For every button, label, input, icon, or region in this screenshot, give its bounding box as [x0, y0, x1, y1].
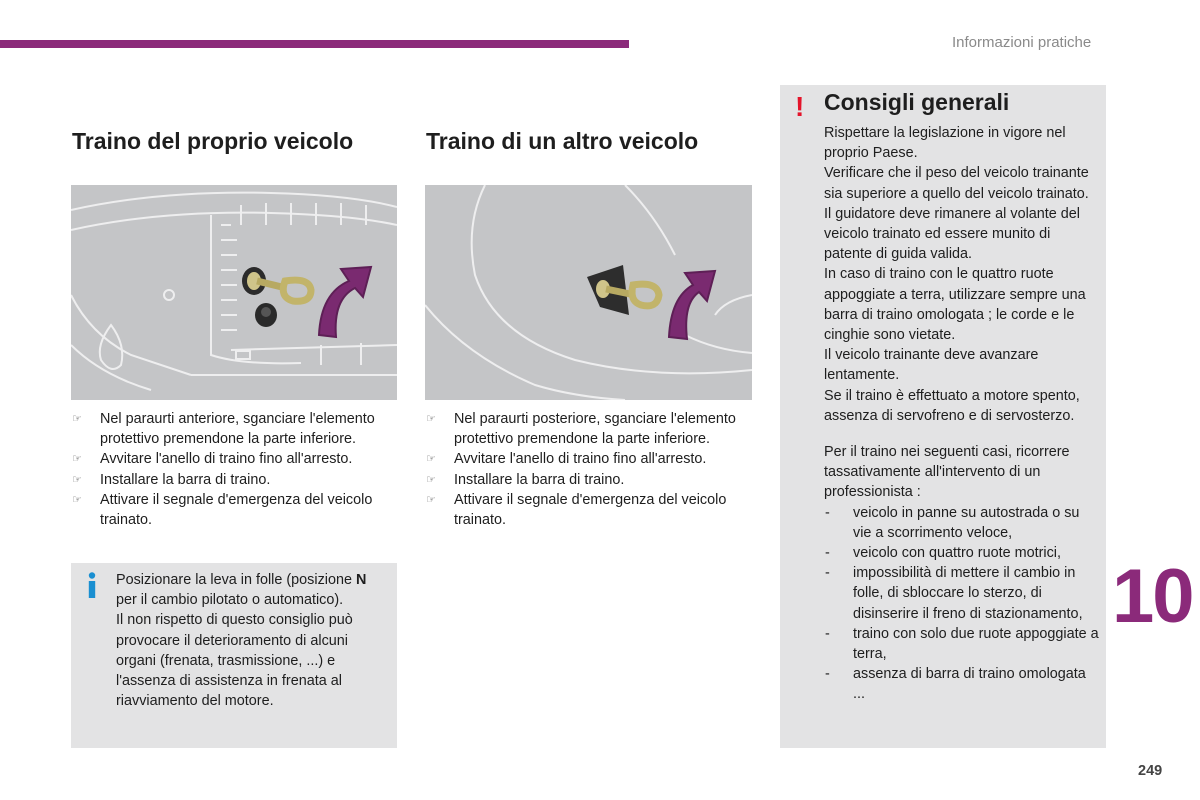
list-item: - impossibilità di mettere il cambio in folle, di sbloccare lo sterzo, di disinserire il freno di stazionamento,: [825, 565, 1083, 622]
advice-paragraph: Il guidatore deve rimanere al volante del veicolo trainato ed essere munito di patente di guida valida.: [824, 205, 1080, 263]
front-bumper-illustration: [71, 185, 397, 400]
professional-cases-list: [824, 503, 1100, 705]
pointing-hand-icon: ☞: [426, 413, 436, 425]
pointing-hand-icon: ☞: [72, 473, 82, 486]
list-item: ☞ Avvitare l'anello di traino fino all'arresto.: [426, 449, 752, 469]
front-towing-steps: [72, 409, 398, 530]
advice-paragraph: Se il traino è effettuato a motore spento, assenza di servofreno e di servosterzo.: [824, 387, 1080, 424]
rear-towing-steps: [426, 409, 752, 530]
chapter-color-bar: [0, 40, 629, 48]
exclamation-icon: !: [795, 91, 805, 122]
general-advice-title: Consigli generali: [824, 89, 1010, 115]
list-item: - assenza di barra di traino omologata ...: [825, 666, 1086, 703]
pointing-hand-icon: ☞: [72, 493, 82, 506]
list-item: - traino con solo due ruote appoggiate a terra,: [825, 625, 1099, 663]
list-item: ☞ Installare la barra di traino.: [426, 470, 752, 490]
pointing-hand-icon: ☞: [72, 453, 82, 466]
chapter-number: 10: [1112, 554, 1193, 639]
list-item: - veicolo con quattro ruote motrici,: [825, 545, 1061, 562]
advice-paragraph: Verificare che il peso del veicolo trainante sia superiore a quello del veicolo trainato.: [824, 165, 1089, 202]
front-towing-title: Traino del proprio veicolo: [72, 128, 354, 154]
rear-towing-title: Traino di un altro veicolo: [426, 128, 699, 154]
pointing-hand-icon: ☞: [426, 453, 436, 466]
professional-intro: Per il traino nei seguenti casi, ricorrere tassativamente all'intervento di un professionista :: [824, 444, 1070, 501]
list-item: ☞ Avvitare l'anello di traino fino all'arresto.: [72, 449, 398, 469]
info-note-text: Posizionare la leva in folle (posizione N per il cambio pilotato o automatico). Il non rispetto di questo consiglio può provocare il deterioramento di alcuni organi (frenata, trasmissione, ...) e l'assenza di assistenza in frenata al riavviamento del motore.: [116, 572, 367, 710]
pointing-hand-icon: ☞: [426, 493, 436, 506]
section-title: Informazioni pratiche: [952, 34, 1092, 51]
pointing-hand-icon: ☞: [72, 413, 82, 425]
page-number: 249: [1138, 763, 1163, 779]
advice-paragraph: Il veicolo trainante deve avanzare lentamente.: [824, 347, 1039, 384]
rear-bumper-illustration: [425, 185, 752, 400]
list-item: ☞ Installare la barra di traino.: [72, 470, 398, 490]
list-item: ☞ Attivare il segnale d'emergenza del veicolo trainato.: [426, 491, 727, 529]
list-item: - veicolo in panne su autostrada o su vie a scorrimento veloce,: [825, 504, 1080, 541]
pointing-hand-icon: ☞: [426, 473, 436, 486]
list-item: ☞ Nel paraurti posteriore, sganciare l'elemento protettivo premendone la parte inferiore.: [426, 411, 736, 448]
general-advice-body: [824, 123, 1100, 705]
advice-paragraph: Rispettare la legislazione in vigore nel proprio Paese.: [824, 125, 1066, 162]
list-item: ☞ Nel paraurti anteriore, sganciare l'elemento protettivo premendone la parte inferiore.: [72, 411, 375, 448]
info-icon: [86, 572, 98, 598]
advice-paragraph: In caso di traino con le quattro ruote appoggiate a terra, utilizzare sempre una barra di traino omologata ; le corde e le cinghie sono vietate.: [824, 266, 1086, 344]
list-item: ☞ Attivare il segnale d'emergenza del veicolo trainato.: [72, 491, 373, 529]
